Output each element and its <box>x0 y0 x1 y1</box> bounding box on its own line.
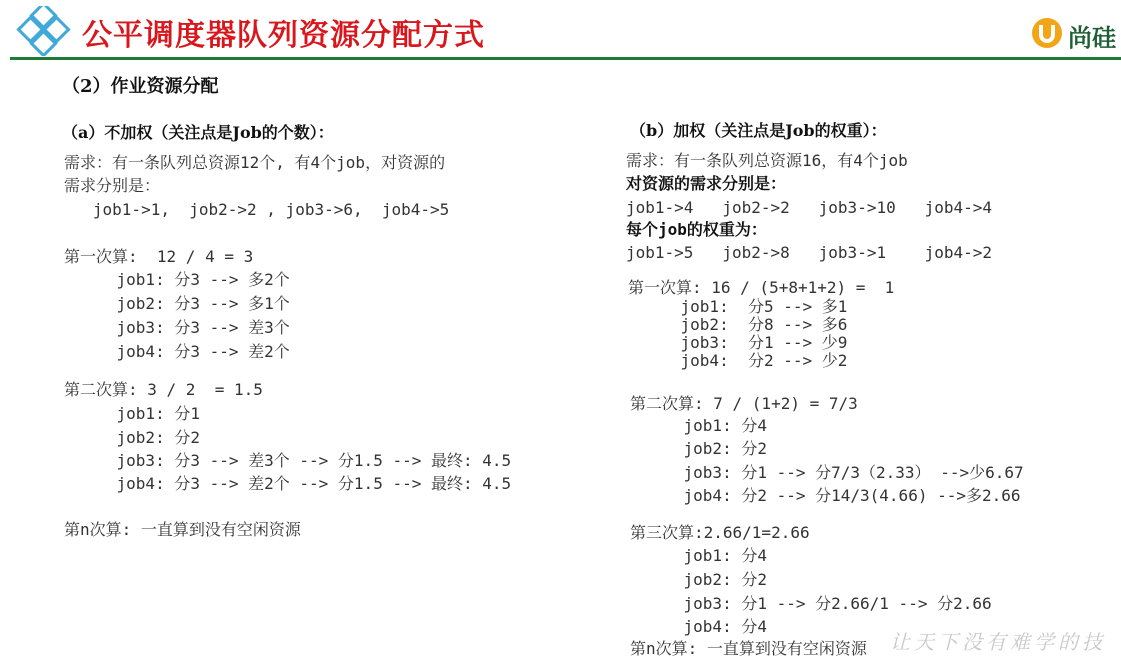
header-divider <box>10 57 1121 60</box>
right-req-values: job1->4 job2->2 job3->10 job4->4 <box>626 198 993 217</box>
left-round1-job3: job3: 分3 --> 差3个 <box>78 318 290 337</box>
watermark-slogan: 让天下没有难学的技 <box>890 630 1106 654</box>
right-round2-job1: job1: 分4 <box>645 416 767 435</box>
right-round1-job4: job4: 分2 --> 少2 <box>642 351 848 370</box>
right-round1-job1: job1: 分5 --> 多1 <box>642 297 848 316</box>
left-title: （a）不加权（关注点是Job的个数）： <box>62 123 334 142</box>
left-round-n: 第n次算: 一直算到没有空闲资源 <box>64 520 301 539</box>
left-round1-job4: job4: 分3 --> 差2个 <box>78 342 290 361</box>
right-req-line1: 需求：有一条队列总资源16，有4个job <box>626 151 908 170</box>
right-round2-title: 第二次算: 7 / (1+2) = 7/3 <box>630 394 858 413</box>
section-heading: （2）作业资源分配 <box>62 76 219 97</box>
right-round3-title: 第三次算:2.66/1=2.66 <box>630 523 810 542</box>
right-round3-job3: job3: 分1 --> 分2.66/1 --> 分2.66 <box>645 594 992 613</box>
left-req-line1: 需求：有一条队列总资源12个, 有4个job，对资源的 <box>64 153 446 172</box>
right-round1-job2: job2: 分8 --> 多6 <box>642 315 848 334</box>
left-round2-job4: job4: 分3 --> 差2个 --> 分1.5 --> 最终: 4.5 <box>78 474 512 493</box>
right-round1-title: 第一次算: 16 / (5+8+1+2) = 1 <box>628 278 895 297</box>
right-round3-job2: job2: 分2 <box>645 570 767 589</box>
page-title: 公平调度器队列资源分配方式 <box>82 18 485 53</box>
brand-u-icon <box>1030 16 1064 50</box>
right-round2-job2: job2: 分2 <box>645 439 767 458</box>
right-round1-job3: job3: 分1 --> 少9 <box>642 333 848 352</box>
left-round1-title: 第一次算: 12 / 4 = 3 <box>64 247 254 266</box>
left-round2-job1: job1: 分1 <box>78 404 200 423</box>
brand-logo <box>1030 16 1121 52</box>
right-req-line2: 对资源的需求分别是： <box>626 174 787 193</box>
right-round3-job4: job4: 分4 <box>645 617 767 636</box>
right-round-n: 第n次算: 一直算到没有空闲资源 <box>630 639 867 658</box>
left-round1-job2: job2: 分3 --> 多1个 <box>78 294 290 313</box>
diamond-logo-icon <box>14 6 72 56</box>
left-req-line2: 需求分别是： <box>64 176 161 195</box>
right-round2-job4: job4: 分2 --> 分14/3(4.66) -->多2.66 <box>645 486 1021 505</box>
left-req-line3: job1->1, job2->2 , job3->6, job4->5 <box>64 200 450 219</box>
right-round2-job3: job3: 分1 --> 分7/3（2.33） -->少6.67 <box>645 463 1024 482</box>
right-title: （b）加权（关注点是Job的权重）： <box>630 121 887 140</box>
right-round3-job1: job1: 分4 <box>645 546 767 565</box>
left-round1-job1: job1: 分3 --> 多2个 <box>78 270 290 289</box>
right-weight-values: job1->5 job2->8 job3->1 job4->2 <box>626 243 993 262</box>
left-round2-title: 第二次算: 3 / 2 = 1.5 <box>64 380 263 399</box>
left-round2-job3: job3: 分3 --> 差3个 --> 分1.5 --> 最终: 4.5 <box>78 451 512 470</box>
right-weight-title: 每个job的权重为： <box>626 220 767 239</box>
brand-name: 尚硅 <box>1068 24 1116 52</box>
left-round2-job2: job2: 分2 <box>78 428 200 447</box>
